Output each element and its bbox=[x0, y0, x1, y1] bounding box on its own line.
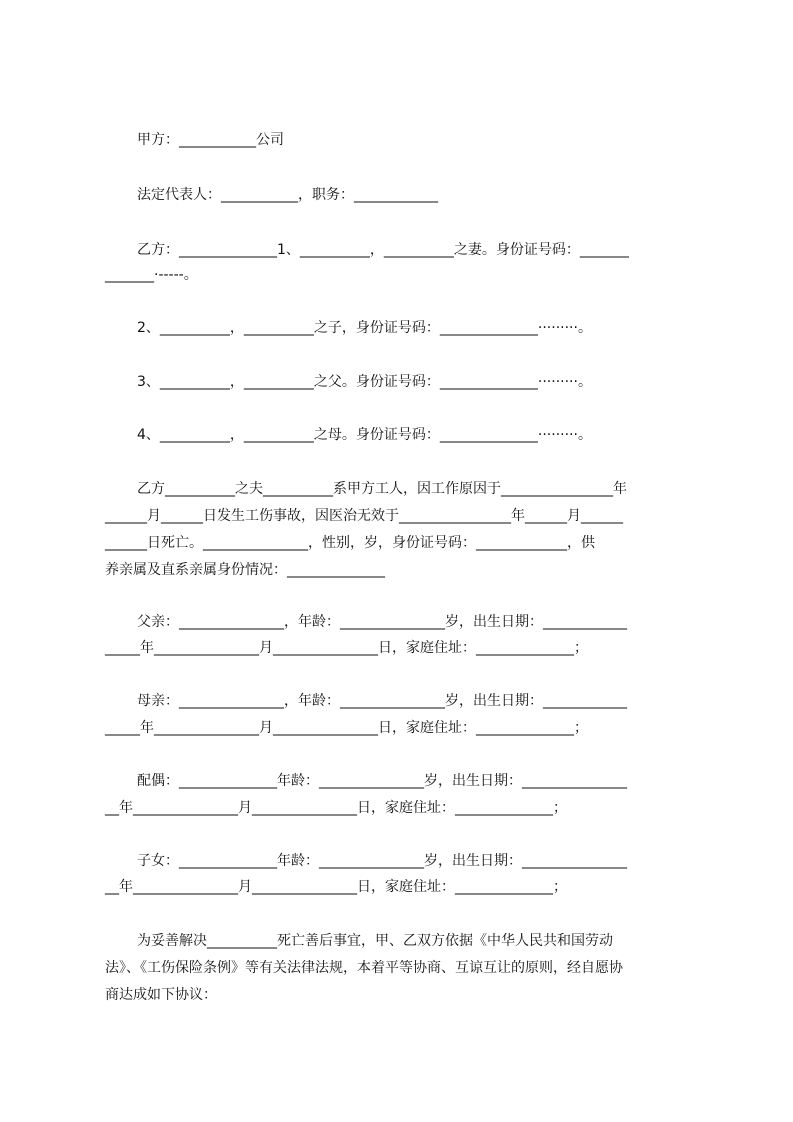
party-b-item-3: 3、__________，__________之父。身份证号码：______________·········。 bbox=[137, 374, 592, 390]
children-line-1: 子女：______________年龄：_______________岁，出生日期：_______________ bbox=[137, 853, 627, 869]
purpose-paragraph-line-1: 为妥善解决__________死亡善后事宜，甲、乙双方依据《中华人民共和国劳动 bbox=[137, 933, 613, 949]
party-b-item-2: 2、__________，__________之子，身份证号码：______________·········。 bbox=[137, 320, 592, 336]
legal-representative-line: 法定代表人：___________，职务：____________ bbox=[137, 187, 438, 203]
accident-paragraph-line-2: ______月______日发生工伤事故，因医治无效于________________年______月______ bbox=[105, 508, 623, 524]
purpose-paragraph-line-3: 商达成如下协议： bbox=[105, 987, 217, 1003]
party-b-line: 乙方：______________1、__________，__________之妻。身份证号码：_______ bbox=[137, 242, 629, 258]
spouse-line-2: __年_______________月_______________日，家庭住址：______________； bbox=[105, 800, 567, 816]
father-line-2: _____年_______________月_______________日，家庭住址：______________； bbox=[105, 640, 588, 656]
purpose-paragraph-line-2: 法》、《工伤保险条例》等有关法律法规，本着平等协商、互谅互让的原则，经自愿协 bbox=[105, 960, 623, 976]
party-b-line-cont: _______·-----。 bbox=[105, 267, 198, 283]
accident-paragraph-line-3: ______日死亡。_______________，性别，岁，身份证号码：_____________，供 bbox=[105, 535, 595, 551]
children-line-2: __年_______________月_______________日，家庭住址：______________； bbox=[105, 879, 567, 895]
accident-paragraph-line-4: 养亲属及直系亲属身份情况：______________ bbox=[105, 562, 385, 578]
spouse-line-1: 配偶：______________年龄：_______________岁，出生日期：_______________ bbox=[137, 773, 627, 789]
father-line-1: 父亲：_______________，年龄：_______________岁，出生日期：____________ bbox=[137, 614, 627, 630]
mother-line-2: _____年_______________月_______________日，家庭住址：______________； bbox=[105, 720, 588, 736]
party-a-line: 甲方：___________公司 bbox=[137, 132, 284, 148]
mother-line-1: 母亲：_______________，年龄：_______________岁，出生日期：____________ bbox=[137, 693, 627, 709]
accident-paragraph-line-1: 乙方__________之夫__________系甲方工人，因工作原因于________________年 bbox=[137, 481, 627, 497]
party-b-item-4: 4、__________，__________之母。身份证号码：______________·········。 bbox=[137, 427, 592, 443]
